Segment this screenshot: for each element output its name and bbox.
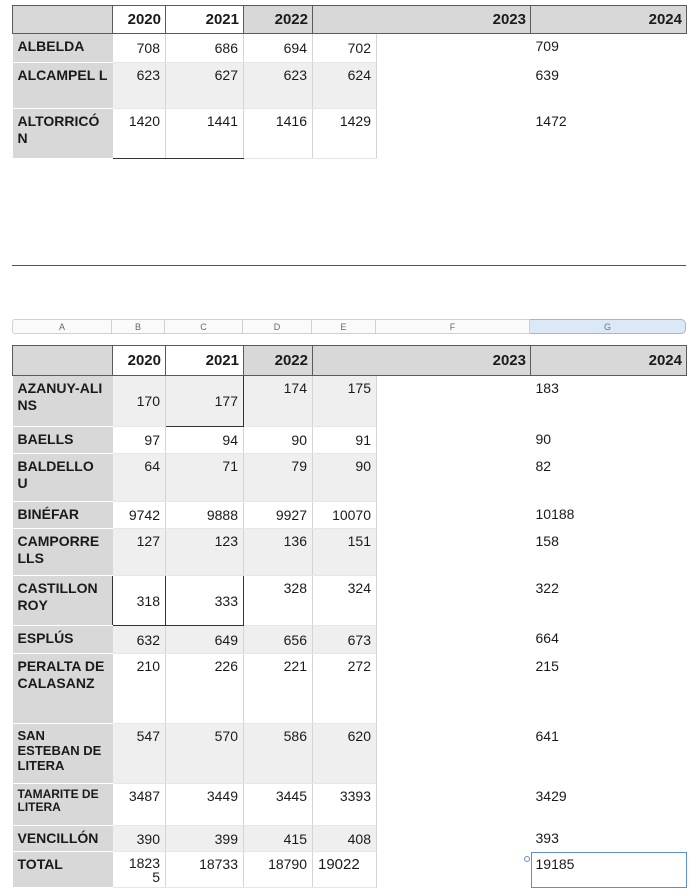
table-row	[13, 376, 687, 427]
cell-2020[interactable]: 97	[113, 427, 166, 454]
total-2022[interactable]: 18790	[244, 852, 313, 888]
column-header-f[interactable]: F	[376, 319, 530, 334]
table-row	[13, 529, 687, 576]
table-row	[13, 784, 687, 826]
cell-2021[interactable]: 627	[166, 63, 244, 109]
cell-empty[interactable]	[377, 529, 531, 576]
header-row	[13, 6, 687, 34]
cell-2023[interactable]: 620	[313, 724, 377, 784]
total-label[interactable]: TOTAL	[13, 852, 113, 888]
cell-2022[interactable]: 79	[244, 454, 313, 502]
cell-empty[interactable]	[377, 852, 531, 888]
table-row	[13, 63, 687, 109]
cell-2024[interactable]: 639	[531, 63, 687, 109]
page-separator	[12, 265, 686, 266]
cell-2023[interactable]: 324	[313, 576, 377, 626]
cell-2020[interactable]: 210	[113, 654, 166, 724]
cell-2020[interactable]: 170	[113, 376, 166, 427]
cell-2021[interactable]: 3449	[166, 784, 244, 826]
table-row	[13, 626, 687, 654]
cell-2024[interactable]: 664	[531, 626, 687, 654]
cell-2021[interactable]: 570	[166, 724, 244, 784]
row-label[interactable]: CASTILLON ROY	[13, 576, 113, 626]
row-label[interactable]: BINÉFAR	[13, 502, 113, 529]
cell-2023[interactable]: 1429	[313, 109, 377, 159]
cell-2020[interactable]: 3487	[113, 784, 166, 826]
cell-empty[interactable]	[377, 826, 531, 852]
top-spreadsheet-table	[12, 5, 687, 159]
header-2024[interactable]: 2024	[531, 6, 687, 34]
header-2021[interactable]: 2021	[166, 346, 244, 376]
cell-2020[interactable]: 318	[113, 576, 166, 626]
column-header-a[interactable]: A	[12, 319, 112, 334]
header-2022[interactable]: 2022	[244, 6, 313, 34]
cell-2021[interactable]: 226	[166, 654, 244, 724]
cell-2022[interactable]: 586	[244, 724, 313, 784]
header-corner[interactable]	[13, 6, 113, 34]
row-label[interactable]: BALDELLO U	[13, 454, 113, 502]
cell-2021[interactable]: 399	[166, 826, 244, 852]
selection-handle-icon[interactable]	[524, 856, 530, 862]
bottom-spreadsheet-table	[12, 345, 687, 888]
cell-2024[interactable]: 709	[531, 34, 687, 63]
cell-empty[interactable]	[377, 784, 531, 826]
cell-2023[interactable]: 151	[313, 529, 377, 576]
total-row	[13, 852, 687, 888]
row-label[interactable]: CAMPORRE LLS	[13, 529, 113, 576]
cell-empty[interactable]	[377, 724, 531, 784]
column-header-strip	[12, 319, 686, 334]
cell-2024[interactable]: 215	[531, 654, 687, 724]
cell-empty[interactable]	[377, 63, 531, 109]
cell-2021[interactable]: 177	[166, 376, 244, 427]
cell-2022[interactable]: 623	[244, 63, 313, 109]
cell-2024[interactable]: 322	[531, 576, 687, 626]
cell-2022[interactable]: 9927	[244, 502, 313, 529]
cell-2020[interactable]: 632	[113, 626, 166, 654]
row-label[interactable]: ESPLÚS	[13, 626, 113, 654]
table-row	[13, 109, 687, 159]
cell-2024[interactable]: 183	[531, 376, 687, 427]
total-2021[interactable]: 18733	[166, 852, 244, 888]
row-label[interactable]: AZANUY-ALINS	[13, 376, 113, 427]
cell-2024[interactable]: 1472	[531, 109, 687, 159]
cell-2024[interactable]: 10188	[531, 502, 687, 529]
header-2023[interactable]: 2023	[313, 6, 531, 34]
cell-empty[interactable]	[377, 454, 531, 502]
table-row	[13, 576, 687, 626]
cell-2022[interactable]: 136	[244, 529, 313, 576]
header-2023[interactable]: 2023	[313, 346, 531, 376]
row-label[interactable]: SAN ESTEBAN DE LITERA	[13, 724, 113, 784]
header-2024[interactable]: 2024	[531, 346, 687, 376]
cell-2022[interactable]: 328	[244, 576, 313, 626]
cell-2024[interactable]: 82	[531, 454, 687, 502]
column-header-c[interactable]: C	[165, 319, 243, 334]
table-row	[13, 454, 687, 502]
cell-2021[interactable]: 71	[166, 454, 244, 502]
row-label[interactable]: ALTORRICÓ N	[13, 109, 113, 159]
cell-empty[interactable]	[377, 502, 531, 529]
cell-2020[interactable]: 1420	[113, 109, 166, 159]
header-row	[13, 346, 687, 376]
row-label[interactable]: ALCAMPEL L	[13, 63, 113, 109]
total-2024-selected-cell[interactable]: 19185	[531, 852, 687, 888]
cell-2020[interactable]: 127	[113, 529, 166, 576]
column-header-e[interactable]: E	[312, 319, 376, 334]
cell-2022[interactable]: 656	[244, 626, 313, 654]
table-row	[13, 724, 687, 784]
cell-2020[interactable]: 708	[113, 34, 166, 63]
cell-2022[interactable]: 415	[244, 826, 313, 852]
row-label[interactable]: TAMARITE DE LITERA	[13, 784, 113, 826]
cell-2020[interactable]: 9742	[113, 502, 166, 529]
cell-2023[interactable]: 3393	[313, 784, 377, 826]
row-label[interactable]: VENCILLÓN	[13, 826, 113, 852]
cell-2023[interactable]: 702	[313, 34, 377, 63]
cell-2024[interactable]: 158	[531, 529, 687, 576]
cell-2021[interactable]: 9888	[166, 502, 244, 529]
cell-empty[interactable]	[377, 626, 531, 654]
column-header-g[interactable]: G	[530, 319, 686, 334]
cell-2020[interactable]: 547	[113, 724, 166, 784]
cell-2024[interactable]: 90	[531, 427, 687, 454]
cell-2023[interactable]: 408	[313, 826, 377, 852]
cell-empty[interactable]	[377, 376, 531, 427]
cell-2020[interactable]: 623	[113, 63, 166, 109]
table-row	[13, 654, 687, 724]
column-header-b[interactable]: B	[112, 319, 165, 334]
table-row	[13, 826, 687, 852]
cell-2022[interactable]: 221	[244, 654, 313, 724]
cell-empty[interactable]	[377, 427, 531, 454]
cell-2023[interactable]: 175	[313, 376, 377, 427]
cell-2021[interactable]: 649	[166, 626, 244, 654]
total-2023[interactable]: 19022	[313, 852, 377, 888]
row-label[interactable]: ALBELDA	[13, 34, 113, 63]
cell-2022[interactable]: 174	[244, 376, 313, 427]
row-label[interactable]: BAELLS	[13, 427, 113, 454]
header-2022[interactable]: 2022	[244, 346, 313, 376]
table-row	[13, 34, 687, 63]
cell-2021[interactable]: 1441	[166, 109, 244, 159]
table-row	[13, 502, 687, 529]
cell-2021[interactable]: 686	[166, 34, 244, 63]
cell-2023[interactable]: 10070	[313, 502, 377, 529]
header-corner[interactable]	[13, 346, 113, 376]
cell-2023[interactable]: 91	[313, 427, 377, 454]
table-row	[13, 427, 687, 454]
row-label[interactable]: PERALTA DE CALASANZ	[13, 654, 113, 724]
cell-2021[interactable]: 333	[166, 576, 244, 626]
cell-2024[interactable]: 393	[531, 826, 687, 852]
cell-2020[interactable]: 390	[113, 826, 166, 852]
cell-empty[interactable]	[377, 654, 531, 724]
cell-empty[interactable]	[377, 576, 531, 626]
cell-2022[interactable]: 1416	[244, 109, 313, 159]
cell-2021[interactable]: 123	[166, 529, 244, 576]
cell-2024[interactable]: 641	[531, 724, 687, 784]
header-2020[interactable]: 2020	[113, 6, 166, 34]
cell-2023[interactable]: 272	[313, 654, 377, 724]
cell-2024[interactable]: 3429	[531, 784, 687, 826]
cell-empty[interactable]	[377, 109, 531, 159]
cell-empty[interactable]	[377, 34, 531, 63]
column-header-d[interactable]: D	[243, 319, 312, 334]
cell-2020[interactable]: 64	[113, 454, 166, 502]
cell-2023[interactable]: 624	[313, 63, 377, 109]
cell-2022[interactable]: 694	[244, 34, 313, 63]
cell-2021[interactable]: 94	[166, 427, 244, 454]
cell-2023[interactable]: 673	[313, 626, 377, 654]
cell-2023[interactable]: 90	[313, 454, 377, 502]
cell-2022[interactable]: 3445	[244, 784, 313, 826]
total-2020[interactable]: 1823 5	[113, 852, 166, 888]
cell-2022[interactable]: 90	[244, 427, 313, 454]
header-2021[interactable]: 2021	[166, 6, 244, 34]
header-2020[interactable]: 2020	[113, 346, 166, 376]
